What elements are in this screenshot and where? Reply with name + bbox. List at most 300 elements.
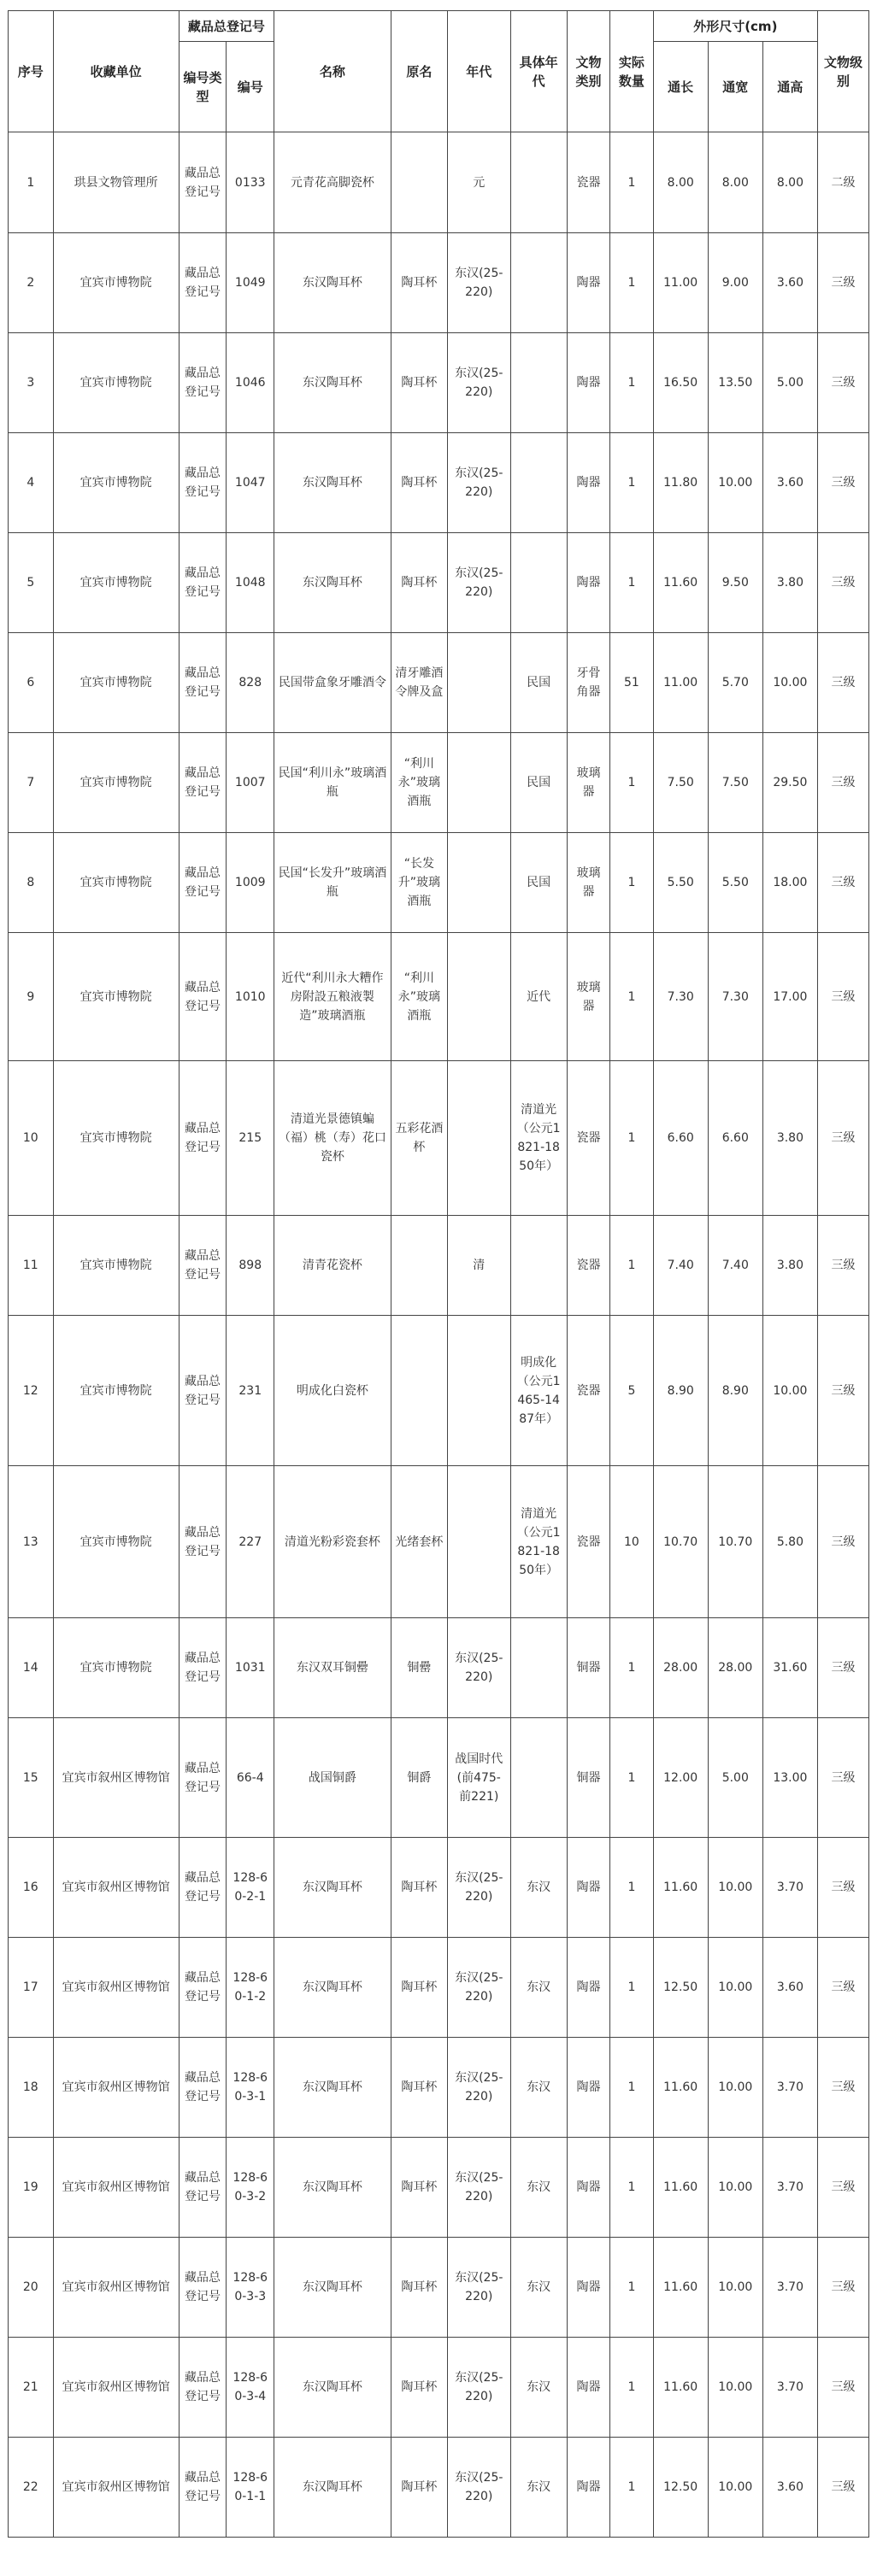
cell-reg-no: 215 <box>227 1061 274 1216</box>
cell-grade: 三级 <box>817 2138 868 2238</box>
cell-orig-name: 陶耳杯 <box>391 533 447 633</box>
cell-qty: 1 <box>610 533 653 633</box>
cell-orig-name: 陶耳杯 <box>391 433 447 533</box>
cell-orig-name: 陶耳杯 <box>391 333 447 433</box>
cell-name: 东汉陶耳杯 <box>274 1838 391 1938</box>
cell-era <box>447 1466 510 1618</box>
cell-era <box>447 633 510 733</box>
cell-specific-year: 东汉 <box>510 2238 567 2338</box>
cell-specific-year: 东汉 <box>510 2038 567 2138</box>
cell-reg-type: 藏品总登记号 <box>179 533 227 633</box>
cell-qty: 51 <box>610 633 653 733</box>
table-row <box>9 233 869 333</box>
cell-length: 6.60 <box>653 1061 708 1216</box>
table-row <box>9 1618 869 1718</box>
cell-category: 陶器 <box>567 1838 609 1938</box>
cell-grade: 三级 <box>817 333 868 433</box>
cell-seq: 14 <box>9 1618 54 1718</box>
header-reg-group: 藏品总登记号 <box>179 11 274 42</box>
cell-width: 6.60 <box>708 1061 762 1216</box>
cell-unit: 宜宾市博物院 <box>53 433 179 533</box>
cell-reg-type: 藏品总登记号 <box>179 2438 227 2538</box>
cell-seq: 6 <box>9 633 54 733</box>
cell-era: 东汉(25-220) <box>447 233 510 333</box>
cell-length: 16.50 <box>653 333 708 433</box>
cell-grade: 三级 <box>817 633 868 733</box>
cell-qty: 1 <box>610 2238 653 2338</box>
cell-height: 13.00 <box>762 1718 817 1838</box>
cell-length: 12.00 <box>653 1718 708 1838</box>
table-row <box>9 1216 869 1316</box>
cell-name: 清青花瓷杯 <box>274 1216 391 1316</box>
cell-reg-no: 66-4 <box>227 1718 274 1838</box>
cell-length: 11.60 <box>653 2338 708 2438</box>
table-row <box>9 2238 869 2338</box>
cell-era: 东汉(25-220) <box>447 433 510 533</box>
cell-width: 8.90 <box>708 1316 762 1466</box>
cell-length: 11.80 <box>653 433 708 533</box>
cell-length: 12.50 <box>653 2438 708 2538</box>
cell-reg-type: 藏品总登记号 <box>179 933 227 1061</box>
cell-reg-type: 藏品总登记号 <box>179 1938 227 2038</box>
cell-height: 3.80 <box>762 1061 817 1216</box>
cell-height: 3.60 <box>762 1938 817 2038</box>
cell-grade: 三级 <box>817 1061 868 1216</box>
cell-era: 东汉(25-220) <box>447 1618 510 1718</box>
cell-name: 东汉陶耳杯 <box>274 1938 391 2038</box>
cell-reg-type: 藏品总登记号 <box>179 1618 227 1718</box>
cell-reg-no: 227 <box>227 1466 274 1618</box>
cell-seq: 17 <box>9 1938 54 2038</box>
cell-reg-no: 128-60-3-2 <box>227 2138 274 2238</box>
cell-width: 8.00 <box>708 132 762 233</box>
cell-grade: 三级 <box>817 2338 868 2438</box>
cell-width: 5.00 <box>708 1718 762 1838</box>
cell-specific-year: 民国 <box>510 633 567 733</box>
header-name: 名称 <box>274 11 391 132</box>
cell-seq: 9 <box>9 933 54 1061</box>
header-length: 通长 <box>653 42 708 132</box>
table-row <box>9 2138 869 2238</box>
cell-length: 8.90 <box>653 1316 708 1466</box>
cell-name: 东汉陶耳杯 <box>274 233 391 333</box>
cell-grade: 三级 <box>817 1618 868 1718</box>
cell-reg-type: 藏品总登记号 <box>179 733 227 833</box>
cell-seq: 3 <box>9 333 54 433</box>
cell-specific-year: 民国 <box>510 733 567 833</box>
cell-length: 11.60 <box>653 2138 708 2238</box>
table-row <box>9 1718 869 1838</box>
cell-era <box>447 833 510 933</box>
cell-reg-no: 128-60-1-2 <box>227 1938 274 2038</box>
table-row <box>9 2338 869 2438</box>
cell-reg-type: 藏品总登记号 <box>179 233 227 333</box>
cell-width: 10.00 <box>708 1838 762 1938</box>
cell-length: 7.50 <box>653 733 708 833</box>
header-category: 文物类别 <box>567 11 609 132</box>
cell-qty: 1 <box>610 132 653 233</box>
cell-era <box>447 1316 510 1466</box>
cell-unit: 宜宾市叙州区博物馆 <box>53 1718 179 1838</box>
cell-grade: 三级 <box>817 833 868 933</box>
cell-seq: 21 <box>9 2338 54 2438</box>
cell-specific-year <box>510 132 567 233</box>
cell-name: 民国“长发升”玻璃酒瓶 <box>274 833 391 933</box>
cell-qty: 1 <box>610 2338 653 2438</box>
cell-reg-type: 藏品总登记号 <box>179 132 227 233</box>
cell-unit: 宜宾市叙州区博物馆 <box>53 1838 179 1938</box>
cell-qty: 1 <box>610 1838 653 1938</box>
cell-era <box>447 933 510 1061</box>
cell-width: 10.00 <box>708 1938 762 2038</box>
cell-grade: 三级 <box>817 1216 868 1316</box>
cell-name: 东汉陶耳杯 <box>274 2338 391 2438</box>
cell-category: 玻璃器 <box>567 933 609 1061</box>
cell-height: 3.60 <box>762 2438 817 2538</box>
cell-reg-no: 128-60-3-3 <box>227 2238 274 2338</box>
cell-category: 牙骨角器 <box>567 633 609 733</box>
cell-orig-name: 光绪套杯 <box>391 1466 447 1618</box>
cell-seq: 13 <box>9 1466 54 1618</box>
cell-name: 战国铜爵 <box>274 1718 391 1838</box>
cell-height: 10.00 <box>762 1316 817 1466</box>
table-row <box>9 833 869 933</box>
cell-specific-year: 明成化（公元1465-1487年） <box>510 1316 567 1466</box>
cell-height: 3.70 <box>762 2238 817 2338</box>
table-row <box>9 2038 869 2138</box>
cell-reg-no: 128-60-3-1 <box>227 2038 274 2138</box>
cell-length: 11.00 <box>653 633 708 733</box>
cell-reg-type: 藏品总登记号 <box>179 2138 227 2238</box>
cell-orig-name: 陶耳杯 <box>391 1938 447 2038</box>
cell-category: 陶器 <box>567 2438 609 2538</box>
cell-unit: 宜宾市叙州区博物馆 <box>53 2238 179 2338</box>
cell-orig-name: 陶耳杯 <box>391 2038 447 2138</box>
cell-orig-name: 铜爵 <box>391 1718 447 1838</box>
cell-unit: 宜宾市博物院 <box>53 333 179 433</box>
cell-reg-type: 藏品总登记号 <box>179 1316 227 1466</box>
table-header <box>9 11 869 132</box>
cell-era: 东汉(25-220) <box>447 533 510 633</box>
cell-orig-name <box>391 1316 447 1466</box>
cell-specific-year <box>510 1216 567 1316</box>
cell-seq: 12 <box>9 1316 54 1466</box>
cell-orig-name <box>391 132 447 233</box>
cell-reg-type: 藏品总登记号 <box>179 633 227 733</box>
cell-unit: 宜宾市叙州区博物馆 <box>53 2138 179 2238</box>
header-specific-year: 具体年代 <box>510 11 567 132</box>
cell-qty: 1 <box>610 433 653 533</box>
cell-era: 东汉(25-220) <box>447 2038 510 2138</box>
cell-length: 7.30 <box>653 933 708 1061</box>
cell-name: 东汉陶耳杯 <box>274 2038 391 2138</box>
cell-specific-year: 东汉 <box>510 1938 567 2038</box>
cell-reg-no: 1048 <box>227 533 274 633</box>
table-row <box>9 533 869 633</box>
cell-name: 东汉陶耳杯 <box>274 533 391 633</box>
cell-grade: 三级 <box>817 1838 868 1938</box>
header-reg-type: 编号类型 <box>179 42 227 132</box>
cell-category: 陶器 <box>567 2038 609 2138</box>
cell-height: 8.00 <box>762 132 817 233</box>
cell-width: 7.30 <box>708 933 762 1061</box>
cell-width: 9.50 <box>708 533 762 633</box>
header-orig-name: 原名 <box>391 11 447 132</box>
cell-reg-no: 1031 <box>227 1618 274 1718</box>
cell-qty: 1 <box>610 2138 653 2238</box>
cell-grade: 二级 <box>817 132 868 233</box>
cell-unit: 宜宾市博物院 <box>53 533 179 633</box>
cell-length: 5.50 <box>653 833 708 933</box>
header-unit: 收藏单位 <box>53 11 179 132</box>
cell-height: 31.60 <box>762 1618 817 1718</box>
cell-unit: 宜宾市博物院 <box>53 733 179 833</box>
cell-unit: 宜宾市博物院 <box>53 633 179 733</box>
cell-reg-no: 1049 <box>227 233 274 333</box>
cell-reg-no: 231 <box>227 1316 274 1466</box>
cell-category: 铜器 <box>567 1718 609 1838</box>
table-row <box>9 633 869 733</box>
header-grade: 文物级别 <box>817 11 868 132</box>
cell-unit: 宜宾市博物院 <box>53 1466 179 1618</box>
cell-qty: 1 <box>610 1061 653 1216</box>
header-width: 通宽 <box>708 42 762 132</box>
cell-qty: 1 <box>610 733 653 833</box>
cell-era: 战国时代(前475-前221) <box>447 1718 510 1838</box>
cell-seq: 1 <box>9 132 54 233</box>
cell-width: 10.00 <box>708 2138 762 2238</box>
cell-length: 11.60 <box>653 533 708 633</box>
cell-width: 10.00 <box>708 2438 762 2538</box>
cell-width: 9.00 <box>708 233 762 333</box>
cell-qty: 1 <box>610 1618 653 1718</box>
cell-height: 3.60 <box>762 233 817 333</box>
cell-width: 28.00 <box>708 1618 762 1718</box>
cell-orig-name: “利川永”玻璃酒瓶 <box>391 733 447 833</box>
cell-orig-name: 五彩花酒杯 <box>391 1061 447 1216</box>
cell-orig-name: “利川永”玻璃酒瓶 <box>391 933 447 1061</box>
cell-name: 近代“利川永大糟作房附設五粮液製造”玻璃酒瓶 <box>274 933 391 1061</box>
cell-category: 瓷器 <box>567 1466 609 1618</box>
cell-category: 瓷器 <box>567 1316 609 1466</box>
cell-name: 清道光粉彩瓷套杯 <box>274 1466 391 1618</box>
cell-specific-year: 清道光（公元1821-1850年） <box>510 1466 567 1618</box>
cell-unit: 宜宾市博物院 <box>53 1316 179 1466</box>
cell-height: 17.00 <box>762 933 817 1061</box>
cell-grade: 三级 <box>817 433 868 533</box>
cell-unit: 宜宾市博物院 <box>53 833 179 933</box>
cell-name: 东汉陶耳杯 <box>274 433 391 533</box>
cell-grade: 三级 <box>817 933 868 1061</box>
cell-seq: 19 <box>9 2138 54 2238</box>
cell-orig-name: 陶耳杯 <box>391 2238 447 2338</box>
cell-grade: 三级 <box>817 533 868 633</box>
cell-reg-type: 藏品总登记号 <box>179 1466 227 1618</box>
cell-reg-type: 藏品总登记号 <box>179 833 227 933</box>
cell-unit: 宜宾市叙州区博物馆 <box>53 2438 179 2538</box>
cell-name: 东汉陶耳杯 <box>274 333 391 433</box>
cell-grade: 三级 <box>817 733 868 833</box>
cell-reg-type: 藏品总登记号 <box>179 2238 227 2338</box>
cell-era <box>447 733 510 833</box>
cell-qty: 1 <box>610 333 653 433</box>
cell-height: 3.70 <box>762 2038 817 2138</box>
cell-qty: 5 <box>610 1316 653 1466</box>
cell-era: 东汉(25-220) <box>447 2338 510 2438</box>
cell-category: 瓷器 <box>567 1061 609 1216</box>
cell-specific-year <box>510 333 567 433</box>
cell-length: 11.60 <box>653 2038 708 2138</box>
cell-height: 3.80 <box>762 533 817 633</box>
cell-length: 11.60 <box>653 2238 708 2338</box>
cell-orig-name: 陶耳杯 <box>391 1838 447 1938</box>
cell-reg-type: 藏品总登记号 <box>179 433 227 533</box>
header-seq: 序号 <box>9 11 54 132</box>
cell-width: 7.50 <box>708 733 762 833</box>
table-row <box>9 733 869 833</box>
cell-category: 陶器 <box>567 2238 609 2338</box>
cell-height: 10.00 <box>762 633 817 733</box>
cell-category: 玻璃器 <box>567 733 609 833</box>
cell-reg-no: 128-60-2-1 <box>227 1838 274 1938</box>
cell-width: 5.50 <box>708 833 762 933</box>
table-body <box>9 132 869 2538</box>
cell-reg-type: 藏品总登记号 <box>179 1838 227 1938</box>
cell-grade: 三级 <box>817 1718 868 1838</box>
table-row <box>9 1938 869 2038</box>
cell-orig-name: 陶耳杯 <box>391 233 447 333</box>
cell-orig-name: 清牙雕酒令牌及盒 <box>391 633 447 733</box>
cell-seq: 16 <box>9 1838 54 1938</box>
cell-width: 10.00 <box>708 2038 762 2138</box>
cell-specific-year: 东汉 <box>510 2438 567 2538</box>
cell-name: 东汉陶耳杯 <box>274 2438 391 2538</box>
cell-qty: 10 <box>610 1466 653 1618</box>
cell-specific-year: 东汉 <box>510 2338 567 2438</box>
cell-unit: 宜宾市博物院 <box>53 933 179 1061</box>
cell-seq: 20 <box>9 2238 54 2338</box>
table-row <box>9 933 869 1061</box>
cell-height: 3.80 <box>762 1216 817 1316</box>
cell-qty: 1 <box>610 2038 653 2138</box>
cell-category: 玻璃器 <box>567 833 609 933</box>
cell-specific-year: 近代 <box>510 933 567 1061</box>
cell-height: 3.70 <box>762 1838 817 1938</box>
cell-name: 东汉陶耳杯 <box>274 2138 391 2238</box>
cell-reg-no: 898 <box>227 1216 274 1316</box>
cell-era: 清 <box>447 1216 510 1316</box>
cell-qty: 1 <box>610 1216 653 1316</box>
cell-grade: 三级 <box>817 2238 868 2338</box>
cell-reg-type: 藏品总登记号 <box>179 1718 227 1838</box>
cell-seq: 4 <box>9 433 54 533</box>
cell-era: 东汉(25-220) <box>447 2138 510 2238</box>
cell-reg-no: 1047 <box>227 433 274 533</box>
cell-era: 东汉(25-220) <box>447 333 510 433</box>
header-era: 年代 <box>447 11 510 132</box>
cell-category: 陶器 <box>567 1938 609 2038</box>
cell-height: 29.50 <box>762 733 817 833</box>
cell-reg-no: 0133 <box>227 132 274 233</box>
cell-grade: 三级 <box>817 2438 868 2538</box>
cell-qty: 1 <box>610 833 653 933</box>
cell-category: 瓷器 <box>567 1216 609 1316</box>
cell-grade: 三级 <box>817 233 868 333</box>
cell-height: 3.70 <box>762 2138 817 2238</box>
cell-orig-name: 陶耳杯 <box>391 2138 447 2238</box>
table-row <box>9 1316 869 1466</box>
cell-seq: 5 <box>9 533 54 633</box>
cell-orig-name <box>391 1216 447 1316</box>
cell-unit: 宜宾市叙州区博物馆 <box>53 1938 179 2038</box>
cell-unit: 宜宾市博物院 <box>53 1061 179 1216</box>
cell-specific-year <box>510 1618 567 1718</box>
cell-category: 铜器 <box>567 1618 609 1718</box>
cell-specific-year <box>510 533 567 633</box>
cell-reg-no: 1009 <box>227 833 274 933</box>
table-row <box>9 2438 869 2538</box>
cell-height: 3.60 <box>762 433 817 533</box>
cell-name: 东汉双耳铜罍 <box>274 1618 391 1718</box>
cell-unit: 宜宾市叙州区博物馆 <box>53 2338 179 2438</box>
cell-era: 东汉(25-220) <box>447 2238 510 2338</box>
cell-width: 10.70 <box>708 1466 762 1618</box>
cell-qty: 1 <box>610 933 653 1061</box>
cell-category: 陶器 <box>567 533 609 633</box>
cell-specific-year: 清道光（公元1821-1850年） <box>510 1061 567 1216</box>
cell-height: 18.00 <box>762 833 817 933</box>
cell-length: 8.00 <box>653 132 708 233</box>
cell-unit: 宜宾市博物院 <box>53 1618 179 1718</box>
cell-seq: 22 <box>9 2438 54 2538</box>
cell-unit: 宜宾市博物院 <box>53 1216 179 1316</box>
table-row <box>9 1466 869 1618</box>
cell-qty: 1 <box>610 233 653 333</box>
cell-width: 10.00 <box>708 433 762 533</box>
cell-category: 陶器 <box>567 233 609 333</box>
cell-unit: 宜宾市叙州区博物馆 <box>53 2038 179 2138</box>
cell-grade: 三级 <box>817 2038 868 2138</box>
cell-seq: 7 <box>9 733 54 833</box>
cell-length: 12.50 <box>653 1938 708 2038</box>
cell-unit: 珙县文物管理所 <box>53 132 179 233</box>
cell-orig-name: 铜罍 <box>391 1618 447 1718</box>
table-row <box>9 333 869 433</box>
cell-reg-no: 1046 <box>227 333 274 433</box>
cell-qty: 1 <box>610 1718 653 1838</box>
cell-qty: 1 <box>610 1938 653 2038</box>
cell-width: 7.40 <box>708 1216 762 1316</box>
cell-width: 10.00 <box>708 2238 762 2338</box>
cell-seq: 11 <box>9 1216 54 1316</box>
cell-era: 东汉(25-220) <box>447 2438 510 2538</box>
cell-name: 民国“利川永”玻璃酒瓶 <box>274 733 391 833</box>
cell-specific-year: 东汉 <box>510 2138 567 2238</box>
cell-seq: 2 <box>9 233 54 333</box>
cell-reg-type: 藏品总登记号 <box>179 1216 227 1316</box>
cell-width: 5.70 <box>708 633 762 733</box>
cell-reg-type: 藏品总登记号 <box>179 1061 227 1216</box>
table-row <box>9 433 869 533</box>
cell-name: 明成化白瓷杯 <box>274 1316 391 1466</box>
cell-seq: 15 <box>9 1718 54 1838</box>
cell-reg-no: 128-60-1-1 <box>227 2438 274 2538</box>
cell-name: 清道光景德镇蝙（福）桃（寿）花口瓷杯 <box>274 1061 391 1216</box>
cell-height: 5.80 <box>762 1466 817 1618</box>
cell-length: 7.40 <box>653 1216 708 1316</box>
cell-category: 陶器 <box>567 333 609 433</box>
cell-specific-year <box>510 233 567 333</box>
